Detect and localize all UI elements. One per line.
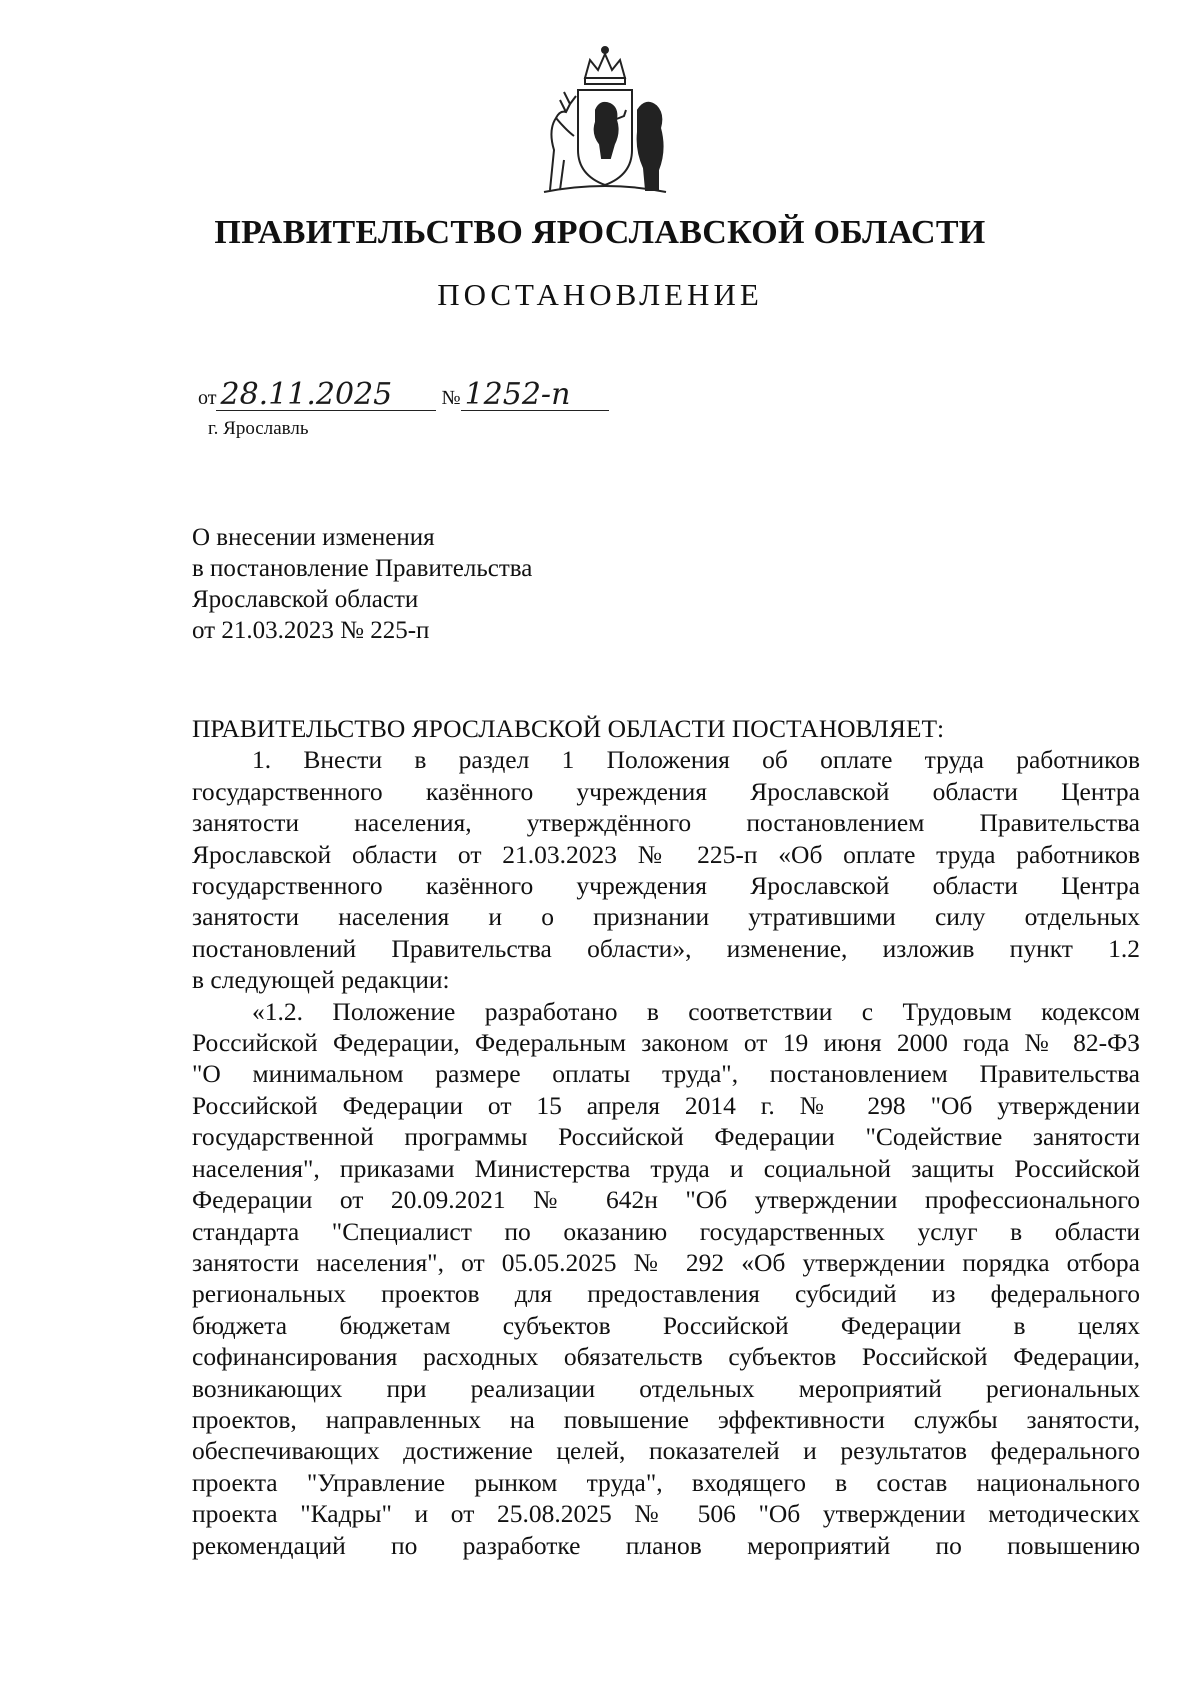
coat-of-arms-icon (530, 40, 680, 200)
body-line: Ярославской области от 21.03.2023 № 225-п «Об оплате труда работников (192, 839, 1140, 869)
subject-line: О внесении изменения (192, 524, 435, 551)
body-line: «1.2. Положение разработано в соответствии с Трудовым кодексом (252, 996, 1140, 1026)
body-text (192, 713, 1140, 1561)
body-line: возникающих при реализации отдельных мероприятий региональных (192, 1373, 1140, 1403)
subject-line: в постановление Правительства (192, 555, 533, 582)
body-line: постановлений Правительства области», изменение, изложив пункт 1.2 (192, 933, 1140, 963)
body-line: государственной программы Российской Федерации "Содействие занятости (192, 1122, 1140, 1152)
body-line: проекта "Управление рынком труда", входящего в состав национального (192, 1467, 1140, 1497)
body-line: Российской Федерации от 15 апреля 2014 г. № 298 "Об утверждении (192, 1090, 1140, 1120)
body-line: занятости населения, утверждённого постановлением Правительства (192, 808, 1140, 838)
body-line: стандарта "Специалист по оказанию государственных услуг в области (192, 1216, 1140, 1246)
city-label: г. Ярославль (208, 418, 309, 439)
date-prefix: от (198, 387, 217, 409)
subject-block (192, 522, 712, 646)
body-line: "О минимальном размере оплаты труда", постановлением Правительства (192, 1059, 1140, 1089)
number-prefix: № (441, 387, 461, 409)
subject-line: Ярославской области (192, 586, 419, 613)
handwritten-date: 28.11.2025 (216, 380, 436, 411)
body-line: занятости населения", от 05.05.2025 № 292 «Об утверждении порядка отбора (192, 1247, 1140, 1277)
body-line: рекомендаций по разработке планов мероприятий по повышению (192, 1530, 1140, 1560)
body-line: проектов, направленных на повышение эффективности службы занятости, (192, 1404, 1140, 1434)
body-line: Российской Федерации, Федеральным законом от 19 июня 2000 года № 82-ФЗ (192, 1028, 1140, 1058)
body-line: бюджета бюджетам субъектов Российской Федерации в целях (192, 1310, 1140, 1340)
document-type-title: ПОСТАНОВЛЕНИЕ (437, 277, 763, 312)
body-line: софинансирования расходных обязательств субъектов Российской Федерации, (192, 1342, 1140, 1372)
body-line: обеспечивающих достижение целей, показателей и результатов федерального (192, 1436, 1140, 1466)
date-number-line (198, 377, 609, 412)
body-line: Федерации от 20.09.2021 № 642н "Об утверждении профессионального (192, 1185, 1140, 1215)
body-line: региональных проектов для предоставления субсидий из федерального (192, 1279, 1140, 1309)
body-line: в следующей редакции: (192, 965, 450, 995)
body-line: населения", приказами Министерства труда и социальной защиты Российской (192, 1153, 1140, 1183)
body-line: занятости населения и о признании утратившими силу отдельных (192, 902, 1140, 932)
body-line: государственного казённого учреждения Ярославской области Центра (192, 776, 1140, 806)
handwritten-number: 1252-п (461, 380, 609, 411)
body-line: государственного казённого учреждения Ярославской области Центра (192, 871, 1140, 901)
body-line: 1. Внести в раздел 1 Положения об оплате труда работников (252, 745, 1140, 775)
subject-line: от 21.03.2023 № 225-п (192, 617, 430, 644)
body-lead: ПРАВИТЕЛЬСТВО ЯРОСЛАВСКОЙ ОБЛАСТИ ПОСТАНОВЛЯЕТ: (192, 714, 945, 743)
body-line: проекта "Кадры" и от 25.08.2025 № 506 "Об утверждении методических (192, 1499, 1140, 1529)
government-title: ПРАВИТЕЛЬСТВО ЯРОСЛАВСКОЙ ОБЛАСТИ (214, 214, 986, 251)
